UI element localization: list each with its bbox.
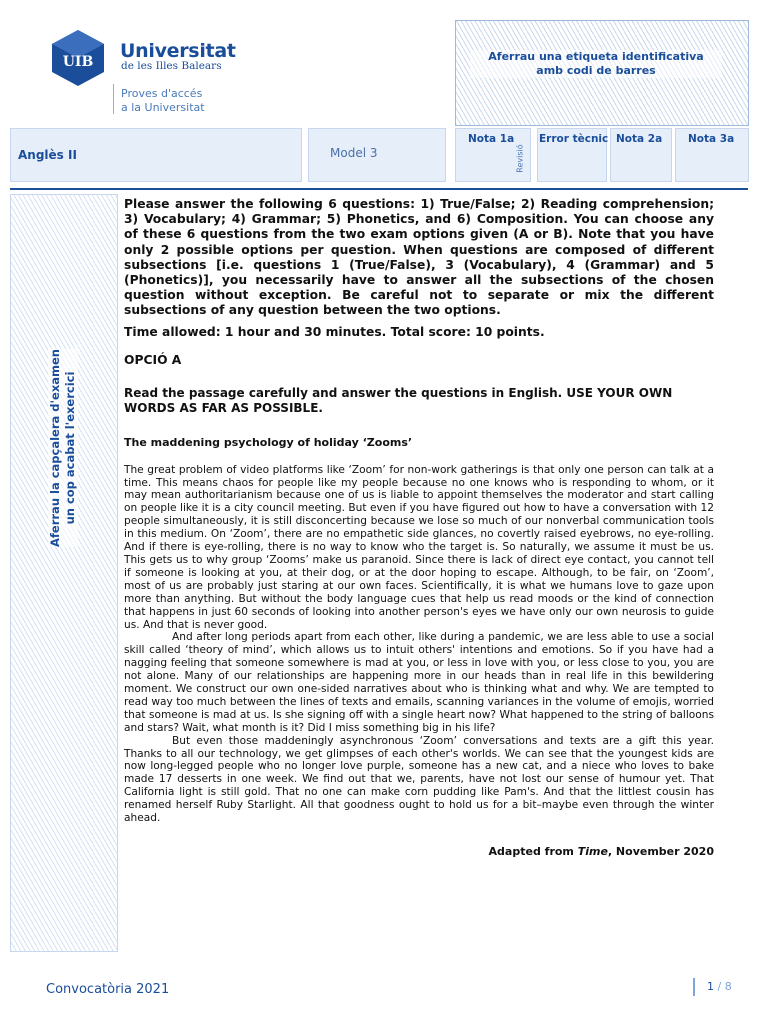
page-total: / 8 bbox=[717, 980, 732, 993]
grade-label-nota-2a: Nota 2a bbox=[616, 133, 663, 145]
barcode-line-1: Aferrau una etiqueta identificativa bbox=[488, 50, 704, 63]
exam-instructions: Please answer the following 6 questions: 1) True/False; 2) Reading comprehension; 3) Vocabulary; 4) Grammar; 5) Phonetics, and 6) Composition. You can choose any of these 6 questions from the two exam options given (A or B). Note that you have only 2 possible options per question. When questions are composed of different subsections [i.e. questions 1 (True/False), 3 (Vocabulary), 4 (Grammar) and 5 (Phonetics)], you necessarily have to answer all the subsections of the chosen question without exception. Be careful not to separate or mix the different subsections of any question between the two options. bbox=[124, 197, 714, 318]
university-name: Universitat bbox=[120, 40, 236, 62]
convocatoria-label: Convocatòria 2021 bbox=[46, 982, 170, 997]
passage-paragraph-1: The great problem of video platforms like ‘Zoom’ for non-work gatherings is that only one person can talk at a time. This means chaos for people like my people because no one knows who is responding to whom, or it may mean authoritarianism because one of us is liable to appoint themselves the moderator and start calling on people like it is a city council meeting. But even if you have figured out how to have a conversation with 12 people simultaneously, it is still disconcerting because we lose so much of our nonverbal communication tools in this medium. On ‘Zoom’, there are no empathetic side glances, no covertly raised eyebrows, no eye-rolling. And if there is eye-rolling, there is no way to know who the target is. So naturally, we assume it must be us. This gets us to why group ‘Zooms’ make us paranoid. Since there is lack of direct eye contact, you cannot tell if someone is looking at you, at their dog, or at the door hoping to escape. Although, to be fair, on ‘Zoom’, most of us are probably just staring at our own faces. Scientifically, it is what we humans love to gaze upon more than anything. But without the body language cues that help us read moods or the kind of connection that happens in just 60 seconds of looking into another person's eyes we have only our own neurosis to guide us. And that is never good. bbox=[124, 463, 714, 631]
exam-content bbox=[124, 197, 714, 858]
grade-label-error-tecnic: Error tècnic bbox=[539, 133, 609, 145]
passage-title: The maddening psychology of holiday ‘Zooms’ bbox=[124, 435, 413, 449]
logo-divider bbox=[113, 84, 114, 114]
proves-line-2: a la Universitat bbox=[121, 101, 205, 114]
source-suffix: , November 2020 bbox=[607, 845, 714, 858]
side-instruction-line-2: un cop acabat l'exercici bbox=[63, 371, 77, 525]
grade-label-nota-3a: Nota 3a bbox=[688, 133, 735, 145]
university-subtitle: de les Illes Balears bbox=[121, 60, 222, 72]
side-instruction-line-1: Aferrau la capçalera d'examen bbox=[48, 349, 62, 547]
grade-label-nota-1a: Nota 1a bbox=[468, 133, 515, 145]
proves-label bbox=[121, 87, 205, 115]
option-heading: OPCIÓ A bbox=[124, 352, 182, 367]
reading-instructions: Read the passage carefully and answer the questions in English. USE YOUR OWN WORDS AS FAR AS POSSIBLE. bbox=[124, 385, 673, 415]
logo-mark-text: UIB bbox=[62, 54, 94, 70]
passage-paragraph-2: And after long periods apart from each other, like during a pandemic, we are less able to use a social skill called ‘theory of mind’, which allows us to intuit others' intentions and emotions. So if you have had a nagging feeling that someone somewhere is mad at you, or less in love with you, or less close to you, you are not alone. Many of our relationships are happening more in our heads than in real life in this bewildering moment. We construct our own one-sided narratives about who is thinking what and why. We are tempted to read way too much between the lines of texts and emails, scanning variances in the volume of emojis, worried that someone is mad at us. Is she signing off with a single heart now? What happened to the string of balloons and stars? Wait, what month is it? Did I miss something big in his life? bbox=[124, 631, 714, 734]
header-divider bbox=[10, 188, 748, 190]
model-label: Model 3 bbox=[330, 146, 378, 160]
time-allowed: Time allowed: 1 hour and 30 minutes. Total score: 10 points. bbox=[124, 324, 545, 339]
source-title: Time bbox=[577, 845, 608, 858]
page-divider bbox=[693, 978, 695, 996]
exam-header-sticker-area bbox=[10, 194, 118, 952]
page-number bbox=[707, 980, 732, 993]
side-instruction bbox=[48, 349, 78, 547]
subject-label: Anglès II bbox=[18, 148, 77, 162]
uib-logo bbox=[48, 28, 108, 88]
barcode-line-2: amb codi de barres bbox=[536, 64, 656, 77]
passage bbox=[124, 464, 714, 825]
proves-line-1: Proves d'accés bbox=[121, 87, 203, 100]
source-prefix: Adapted from bbox=[488, 845, 578, 858]
revisio-label bbox=[515, 140, 532, 180]
revisio-text: Revisió bbox=[515, 144, 525, 173]
source-citation bbox=[124, 845, 714, 858]
passage-paragraph-3: But even those maddeningly asynchronous ‘Zoom’ conversations and texts are a gift this year. Thanks to all our technology, we get glimpses of each other's worlds. We can see that the youngest kids are now long-legged people who no longer love purple, someone has a new cat, and a niece who loves to bake made 17 desserts in one week. We find out that we, parents, have not lost our sense of humour yet. That California light is still gold. That no one can make corn pudding like Pam's. And that the littlest cousin has renamed herself Ruby Starlight. All that goodness ought to hold us for a bit–maybe even through the winter ahead. bbox=[124, 734, 714, 825]
page-current: 1 bbox=[707, 980, 714, 993]
barcode-instructions bbox=[470, 50, 722, 78]
